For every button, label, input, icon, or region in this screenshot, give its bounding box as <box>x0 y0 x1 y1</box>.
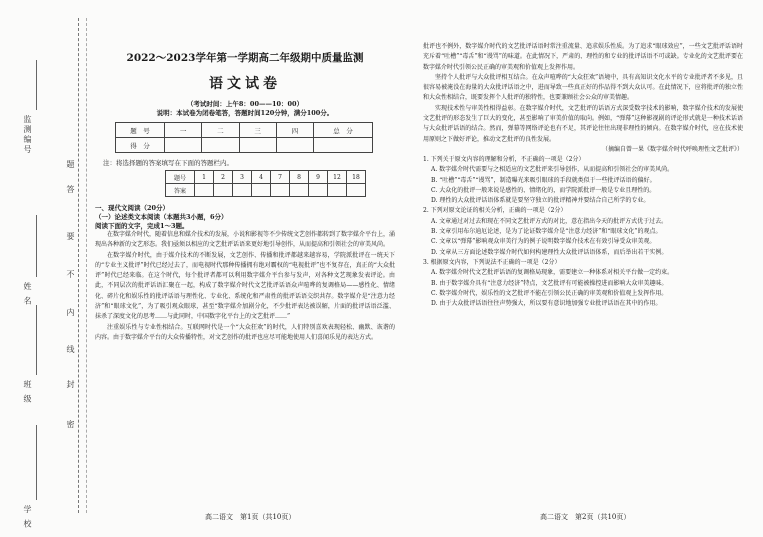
answer-note: 注：将选择题的答案填写在下面的答题栏内。 <box>103 159 233 167</box>
passage-paragraph: 坚持个人批评与大众批评相互结合。在众声喧哗的“大众狂欢”语境中，具有高知识文化水平的专业批评者不多见，且很容易被淹没在海量的大众批评话语之中，进而导致一些真正好的作品得不到大众认可。在此情况下，应将批评的独立性和大众性相结合，既要发挥个人批评的独特性，也要兼顾社会公众的审美情趣。 <box>423 73 743 102</box>
answer-table-header-row <box>166 171 366 184</box>
question-option: A. 文章通过对过去和现在不同文艺批评方式的对比，意在指出今天的批评方式优于过去。 <box>431 217 668 225</box>
question-option: C. 大众化的批评一般来说是感性的、情绪化的，而学院派批评一般是专业且理性的。 <box>431 186 656 194</box>
answer-header: 12 <box>328 171 347 184</box>
answer-header: 18 <box>347 171 366 184</box>
answer-cell[interactable] <box>214 184 233 197</box>
passage-paragraph: 在数字媒介时代，由于媒介技术的不断发展，文艺创作、传播和批评都越来越容易，学院派批评在一统天下的“专业主义批评”时代已经过去了，而电视时代那种传播拥有绝对霸权的“电视批评”也不复存在，真正的“大众批评”时代已经来临。在这个时代，每个批评者都可以利用数字媒介平台参与发声，对各种文艺现象发表评论。由此，不同层次的批评话语汇聚在一起，构成了数字媒介时代文艺批评话语众声喧哗的复调格局——感性化、情绪化、碎片化和娱乐性的批评话语与理性化、专业化、系统化和严肃性的批评话语交织共存。数字媒介是“注意力经济”和“眼球文化”，为了吸引观众眼球，甚至“数字媒介加剧分化，不少批评表达被误解，片面的批评话语泛滥、抹杀了深度文化的思考……与此同时，中国数字化平台上的文艺批评……” <box>95 251 395 321</box>
answer-table <box>165 170 366 197</box>
answer-row-label: 答案 <box>166 184 195 197</box>
answer-header: 2 <box>214 171 233 184</box>
answer-header: 1 <box>195 171 214 184</box>
binding-strip <box>0 0 92 537</box>
answer-cell[interactable] <box>290 184 309 197</box>
answer-cell[interactable] <box>309 184 328 197</box>
section-heading: 一、现代文阅读（20分） <box>95 204 170 212</box>
subsection-heading: （一）论述类文本阅读（本题共3小题，6分） <box>95 213 228 221</box>
score-table <box>115 122 373 153</box>
score-cell[interactable] <box>202 138 239 153</box>
score-cell[interactable] <box>239 138 276 153</box>
question-option: B. 由于数字媒介具有“注意力经济”特点，文艺批评有可能被操控进而影响大众审美趣味。 <box>431 279 668 287</box>
score-cell[interactable] <box>165 138 202 153</box>
question-option: D. 理性的大众批评话语体系就是要坚守独立的批评精神并要结合自己所学的专业。 <box>431 197 650 205</box>
class-blank <box>36 305 37 375</box>
exam-number-blank <box>36 60 37 110</box>
passage-paragraph: 注重娱乐性与专业性相结合。互联网时代是一个“大众狂欢”的时代，人们特别喜欢表现轻松、幽默、诙谐的内容。由于数字媒介平台的大众传播特性，对文艺创作的批评也应尽可能地使用人们喜闻乐见的表达方式。 <box>95 323 395 341</box>
answer-cell[interactable] <box>195 184 214 197</box>
score-table-row <box>116 138 373 153</box>
warning-char: 密 <box>66 420 75 428</box>
question-option: A. 数字媒介时代文艺批评话语的复调格局现象，需要建立一种体系对相关平台做一定约束。 <box>431 269 674 277</box>
subject-title: 语文试卷 <box>209 76 281 92</box>
page-footer-right: 高二语文 第2页（共10页） <box>540 513 631 521</box>
name-label: 姓 名 <box>23 282 32 307</box>
answer-header: 8 <box>290 171 309 184</box>
answer-header: 7 <box>271 171 290 184</box>
question-stem: 1. 下列关于原文内容的理解和分析，不正确的一项是（2分） <box>423 155 585 163</box>
answer-cell[interactable] <box>328 184 347 197</box>
page-footer-left: 高二语文 第1页（共10页） <box>205 513 296 521</box>
question-option: A. 数字媒介时代需要与之相适应的文艺批评来引导创作，从而提高和引领社会的审美风尚。 <box>431 166 674 174</box>
answer-cell[interactable] <box>271 184 290 197</box>
name-blank <box>36 215 37 277</box>
answer-cell[interactable] <box>233 184 252 197</box>
score-row-label: 得 分 <box>116 138 165 153</box>
answer-cell[interactable] <box>252 184 271 197</box>
score-header: 四 <box>276 123 313 138</box>
question-option: C. 数字媒介时代，娱乐性的文艺批评不能在引领公民正确的审美观和价值观上发挥作用。 <box>431 289 668 297</box>
right-page <box>423 42 743 309</box>
exam-time: （考试时间：上午8：00——10：00） <box>186 100 304 108</box>
answer-header: 3 <box>233 171 252 184</box>
question-option: D. 由于大众批评话语往往声势强大，所以要有意识地加强专业批评话语在其中的作用。 <box>431 300 662 308</box>
question-option: D. 文章从三方面论述数字媒介时代如何构建理性大众批评话语体系，而后举出若干实例。 <box>431 248 668 256</box>
score-table-header-row <box>116 123 373 138</box>
question-stem: 3. 根据原文内容，下列说法不正确的一项是（2分） <box>423 258 561 266</box>
score-header: 总 分 <box>314 123 373 138</box>
warning-char: 内 <box>66 308 75 316</box>
answer-header: 9 <box>309 171 328 184</box>
question-stem: 2. 下列对原文论证的相关分析，正确的一项是（2分） <box>423 207 567 215</box>
class-label: 班 级 <box>23 380 32 405</box>
school-label: 学 校 <box>23 505 32 530</box>
warning-char: 题 <box>66 160 75 168</box>
answer-table-row <box>166 184 366 197</box>
warning-char: 不 <box>66 270 75 278</box>
score-cell[interactable] <box>314 138 373 153</box>
passage-source: （摘编自曾一果《数字媒介时代呼唤理性文艺批评》） <box>601 145 743 153</box>
score-header: 一 <box>165 123 202 138</box>
seal-line <box>78 18 79 513</box>
score-header: 二 <box>202 123 239 138</box>
exam-number-label: 监测编号 <box>23 115 32 155</box>
answer-cell[interactable] <box>347 184 366 197</box>
answer-header: 4 <box>252 171 271 184</box>
passage-paragraph: 批评也不例外，数字媒介时代的文艺批评话语时常注重流量、追求娱乐性质。为了追求“眼球效应”，一些文艺批评话语时充斥着“吐槽”“毒舌”和“谩骂”的味道。在此情况下，严肃的、理性的和专业的批评话语不可或缺。专业化的文艺批评要在数字媒介时代引领公民正确的审美观和价值观上发挥作用。 <box>423 43 743 71</box>
passage-paragraph: 实现技术性与审美性相得益彰。在数字媒介时代，文艺批评的话语方式深受数字技术的影响，数字媒介技术的发展使文艺批评的形态发生了巨大的变化，甚至影响了审美价值的取向。例如，“弹幕”这种影视剧的评论形式就是一种技术话语与大众批评话语的结合。然而，弹幕等网络评论也有不足，其评论往往出现非理性的倾向。在数字媒介时代，应在技术使用原则之下做好评论，推动文艺批评的良性发展。 <box>423 104 743 143</box>
seal-line-inner <box>86 18 87 513</box>
reading-prompt: 阅读下面的文字，完成1～3题。 <box>95 222 189 230</box>
answer-header: 题号 <box>166 171 195 184</box>
question-option: B. “吐槽”“毒舌”“谩骂”，制造曝光来吸引眼球的手段就类似于一些批评话语的偏好。 <box>431 176 656 184</box>
score-cell[interactable] <box>276 138 313 153</box>
school-blank <box>36 425 37 500</box>
passage-paragraph: 在数字媒介时代，随着信息和媒介技术的发展，小说和影视等不少传统文艺创作都转到了数字媒介平台上，涌现出各种新的文艺形态。我们亟须以相应的文艺批评话语来更好地引导创作，从而提高和引领社会的审美风尚。 <box>95 231 396 249</box>
question-option: B. 文章引用布尔迪厄论述，是为了论证数字媒介是“注意力经济”和“眼球文化”的观点。 <box>431 228 662 236</box>
exam-instructions: 说明：本试卷为闭卷笔答，答题时间120分钟，满分100分。 <box>156 109 334 117</box>
warning-char: 答 <box>66 185 75 193</box>
left-page <box>95 44 395 343</box>
warning-char: 封 <box>66 380 75 388</box>
exam-title: 2022～2023学年第一学期高二年级期中质量监测 <box>126 52 364 64</box>
score-header: 三 <box>239 123 276 138</box>
warning-char: 要 <box>66 232 75 240</box>
question-option: C. 文章以“弹幕”影响观众审美行为的例子说明数字媒介技术在有效引导受众审美观。 <box>431 238 656 246</box>
score-header: 题 号 <box>116 123 165 138</box>
warning-char: 线 <box>66 345 75 353</box>
